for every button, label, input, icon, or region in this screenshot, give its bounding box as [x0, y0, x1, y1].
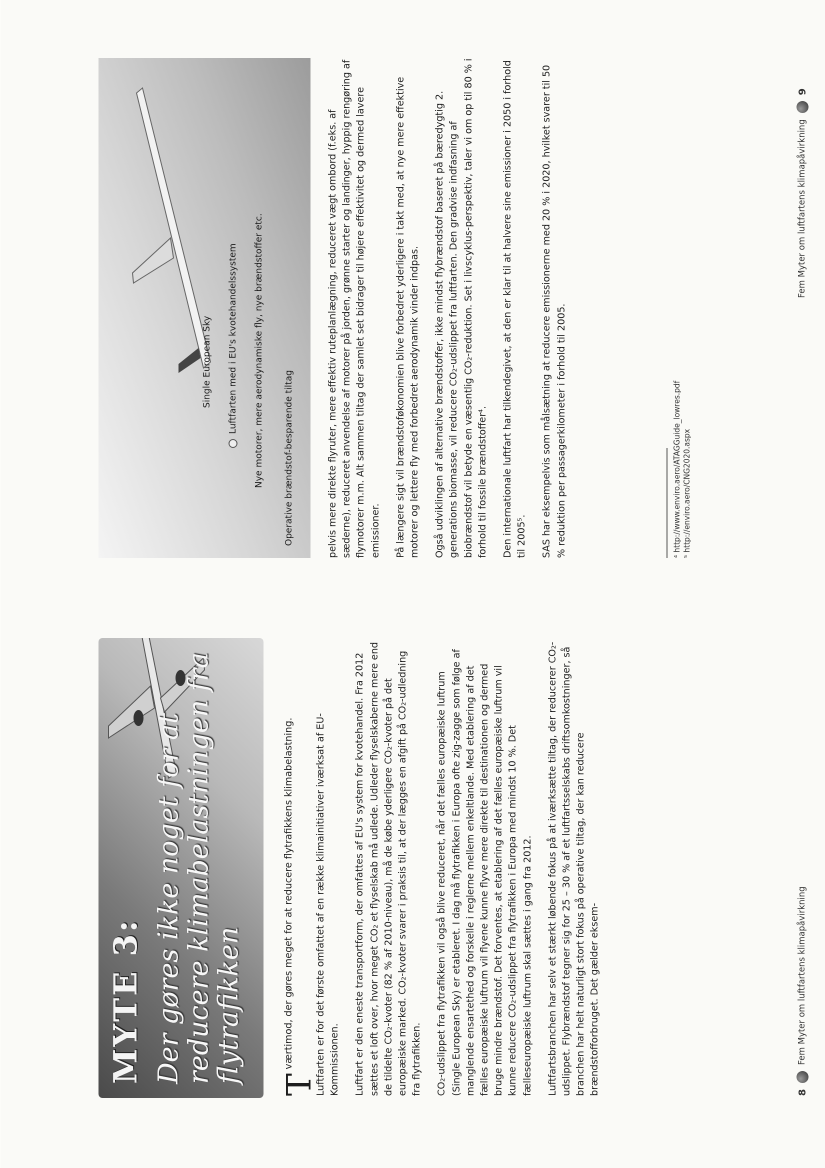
legend-text: Luftfarten med i EU's kvotehandelssystem [228, 243, 238, 434]
legend-item [202, 316, 212, 408]
footer-label: Fem Myter om luftfartens klimapåvirkning [797, 119, 807, 298]
footnote: ⁴ http://www.enviro.aero/ATAGGuide_lowres.pdf [672, 380, 681, 558]
footer-label: Fem Myter om luftfartens klimapåvirkning [797, 886, 807, 1066]
myth-number: MYTE 3: [106, 918, 144, 1084]
globe-icon [796, 1071, 808, 1083]
paragraph: CO₂-udslippet fra flytrafikken vil også blive reduceret, når det fælles europæiske luftrum (Single European Sky) er etableret. I dag må flytrafikken i Europa ofte zig-zagge som følge af manglende ensartethed og forskelle i reglerne mellem enkeltlande. Med etablering af det fælles europæiske luftrum vil flyene kunne flyve mere direkte til destinationen og dermed bruge mindre brændstof. Det forventes, at etablering af det fælles europæiske luftrum vil kunne reducere CO₂-udslippet fra flytrafikken i Europa med mindst 10 %. Det fælleseuropæiske luftrum skal sættes i gang fra 2012. [436, 649, 533, 1096]
page-number: 9 [796, 88, 808, 96]
paragraph: På længere sigt vil brændstoføkonomien blive forbedret yderligere i takt med, at nye mere effektive motorer og lettere fly med forbedret aerodynamik vinder indpas. [394, 76, 421, 558]
legend-item [284, 370, 294, 546]
legend-item [254, 213, 264, 488]
left-text-column [279, 641, 614, 1096]
footnote: ⁵ http://enviro.aero/CNG2020.aspx [682, 428, 691, 558]
page-footer [796, 88, 808, 298]
paragraph: Luftfartsbranchen har selv et stærkt løbende fokus på at iværksætte tiltag, der reducerer CO₂-udslippet. Flybrændstof tegner sig for 25 – 30 % af et luftfartsselskabs driftsomkostninger, så branchen har helt naturligt stort fokus på operative tiltag, der kan reducere brændstofforbruget. Det gælder eksem- [546, 641, 601, 1096]
page-8 [0, 584, 825, 1168]
footnotes [672, 381, 692, 558]
page-number: 8 [796, 1089, 808, 1096]
airplane-photo [98, 58, 310, 558]
paragraph: Luftfart er den eneste transportform, der omfattes af EU's system for kvotehandel. Fra 2012 sættes et loft over, hvor meget CO₂ et flyselskab må udlede. Udleder flyselskaberne mere end de tildelte CO₂-kvoter (82 % af 2010-niveau), må de købe yderligere CO₂-kvoter på det europæiske marked. CO₂-kvoter svarer i praksis til, at der lægges en afgift på CO₂-udledning fra flytrafikken. [354, 641, 423, 1096]
intro-paragraph [279, 641, 319, 1096]
myth-title: Der gøres ikke noget for at reducere klimabelastningen fra flytrafikken [153, 652, 244, 1084]
bullet-icon [228, 439, 237, 448]
paragraph: Luftfarten er for det første omfattet af en række klimainitiativer iværksat af EU-Kommissionen. [315, 713, 341, 1096]
paragraph: pelvis mere direkte flyruter, mere effektiv ruteplanlægning, reduceret vægt ombord (f.eks. af sæderne), reduceret anvendelse af motorer på jorden, grønne starter og landinger, hyppig rengøring af flymotorer m.m. Alt sammen tiltag der samlet set bidrager til højere effektivitet og dermed lavere emissioner. [327, 59, 381, 558]
intro-text: værtimod, der gøres meget for at reducere flytrafikkens klimabelastning. [283, 717, 294, 1070]
legend-item [228, 243, 238, 448]
legend-text: Operative brændstof-besparende tiltag [284, 370, 294, 546]
page-footer [796, 886, 808, 1096]
footnote-rule [666, 448, 667, 558]
legend-text: Nye motorer, mere aerodynamiske fly, nye brændstoffer etc. [254, 213, 264, 488]
right-text-column [326, 58, 580, 558]
legend-text: Single European Sky [202, 315, 212, 408]
globe-icon [796, 101, 808, 113]
myth-banner [98, 638, 263, 1098]
paragraph: Den internationale luftfart har tilkendegivet, at den er klar til at halvere sine emissioner i 2050 i forhold til 2005⁵. [502, 60, 528, 558]
drop-cap: T [279, 1073, 319, 1096]
paragraph: Også udviklingen af alternative brændstoffer, ikke mindst flybrændstof baseret på bæredygtig 2. generations biomasse, vil reducere CO₂-udslippet fra luftfarten. Den gradvise indfasning af biobrændstof vil betyde en væsentlig CO₂-reduktion. Set i livscyklus-perspektiv, taler vi om op til 80 % i forhold til fossile brændstoffer⁴. [434, 58, 488, 558]
paragraph: SAS har eksempelvis som målsætning at reducere emissionerne med 20 % i 2020, hvilket svarer til 50 % reduktion per passagerkilometer i forhold til 2005. [541, 64, 567, 558]
